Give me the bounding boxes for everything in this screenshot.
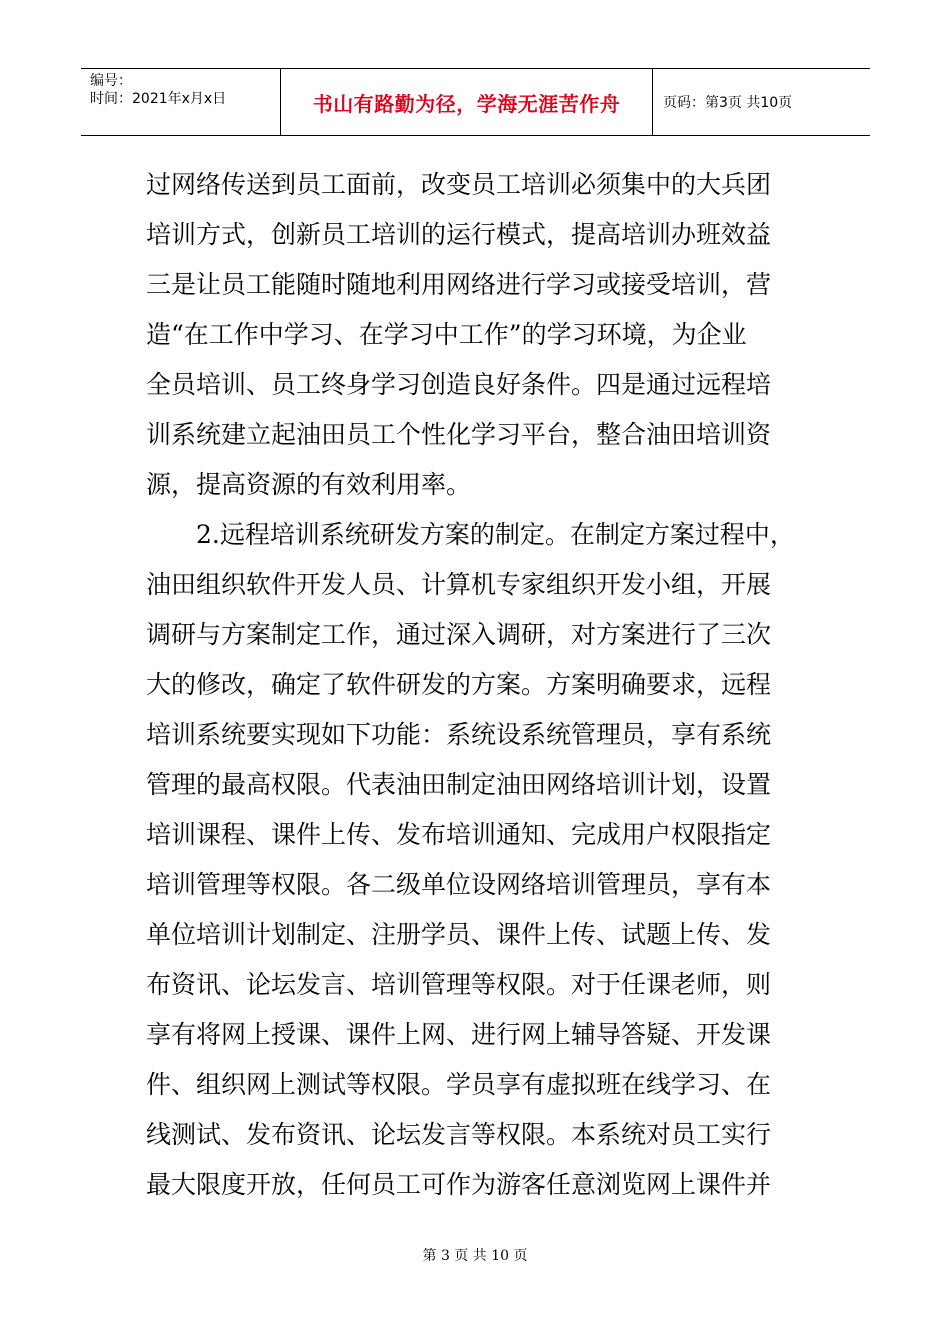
paragraph-start-line: 2.远程培训系统研发方案的制定。在制定方案过程中， (196, 520, 795, 549)
body-line: 训系统建立起油田员工个性化学习平台，整合油田培训资 (146, 420, 772, 449)
motto-text: 书山有路勤为径，学海无涯苦作舟 (312, 91, 621, 116)
body-line: 过网络传送到员工面前，改变员工培训必须集中的大兵团 (146, 170, 772, 199)
body-line: 调研与方案制定工作，通过深入调研，对方案进行了三次 (146, 620, 772, 649)
body-line: 油田组织软件开发人员、计算机专家组织开发小组，开展 (146, 570, 772, 599)
body-line: 培训管理等权限。各二级单位设网络培训管理员，享有本 (146, 870, 772, 899)
body-line: 最大限度开放，任何员工可作为游客任意浏览网上课件并 (146, 1170, 772, 1199)
header-page-info (653, 69, 870, 135)
body-line: 大的修改，确定了软件研发的方案。方案明确要求，远程 (146, 670, 772, 699)
body-line: 源，提高资源的有效利用率。 (146, 470, 472, 499)
body-line: 造“在工作中学习、在学习中工作”的学习环境，为企业 (146, 320, 747, 349)
document-body (146, 160, 811, 1210)
body-line: 培训方式，创新员工培训的运行模式，提高培训办班效益 (146, 220, 772, 249)
page-info-text: 页码：第3页 共10页 (663, 95, 793, 111)
body-line: 单位培训计划制定、注册学员、课件上传、试题上传、发 (146, 920, 772, 949)
page-footer (0, 1245, 950, 1265)
body-line: 管理的最高权限。代表油田制定油田网络培训计划，设置 (146, 770, 772, 799)
header-motto-cell (281, 69, 653, 135)
document-header (81, 68, 870, 136)
body-line: 线测试、发布资讯、论坛发言等权限。本系统对员工实行 (146, 1120, 772, 1149)
body-line: 享有将网上授课、课件上网、进行网上辅导答疑、开发课 (146, 1020, 772, 1049)
body-line: 培训课程、课件上传、发布培训通知、完成用户权限指定 (146, 820, 772, 849)
body-line: 培训系统要实现如下功能：系统设系统管理员，享有系统 (146, 720, 772, 749)
body-line: 全员培训、员工终身学习创造良好条件。四是通过远程培 (146, 370, 772, 399)
number-label: 编号： (90, 73, 132, 89)
body-line: 件、组织网上测试等权限。学员享有虚拟班在线学习、在 (146, 1070, 772, 1099)
body-line: 布资讯、论坛发言、培训管理等权限。对于任课老师，则 (146, 970, 772, 999)
time-label: 时间：2021年x月x日 (90, 91, 227, 107)
body-line: 三是让员工能随时随地利用网络进行学习或接受培训，营 (146, 270, 772, 299)
footer-page-number: 第 3 页 共 10 页 (422, 1248, 528, 1264)
header-meta (81, 69, 281, 135)
